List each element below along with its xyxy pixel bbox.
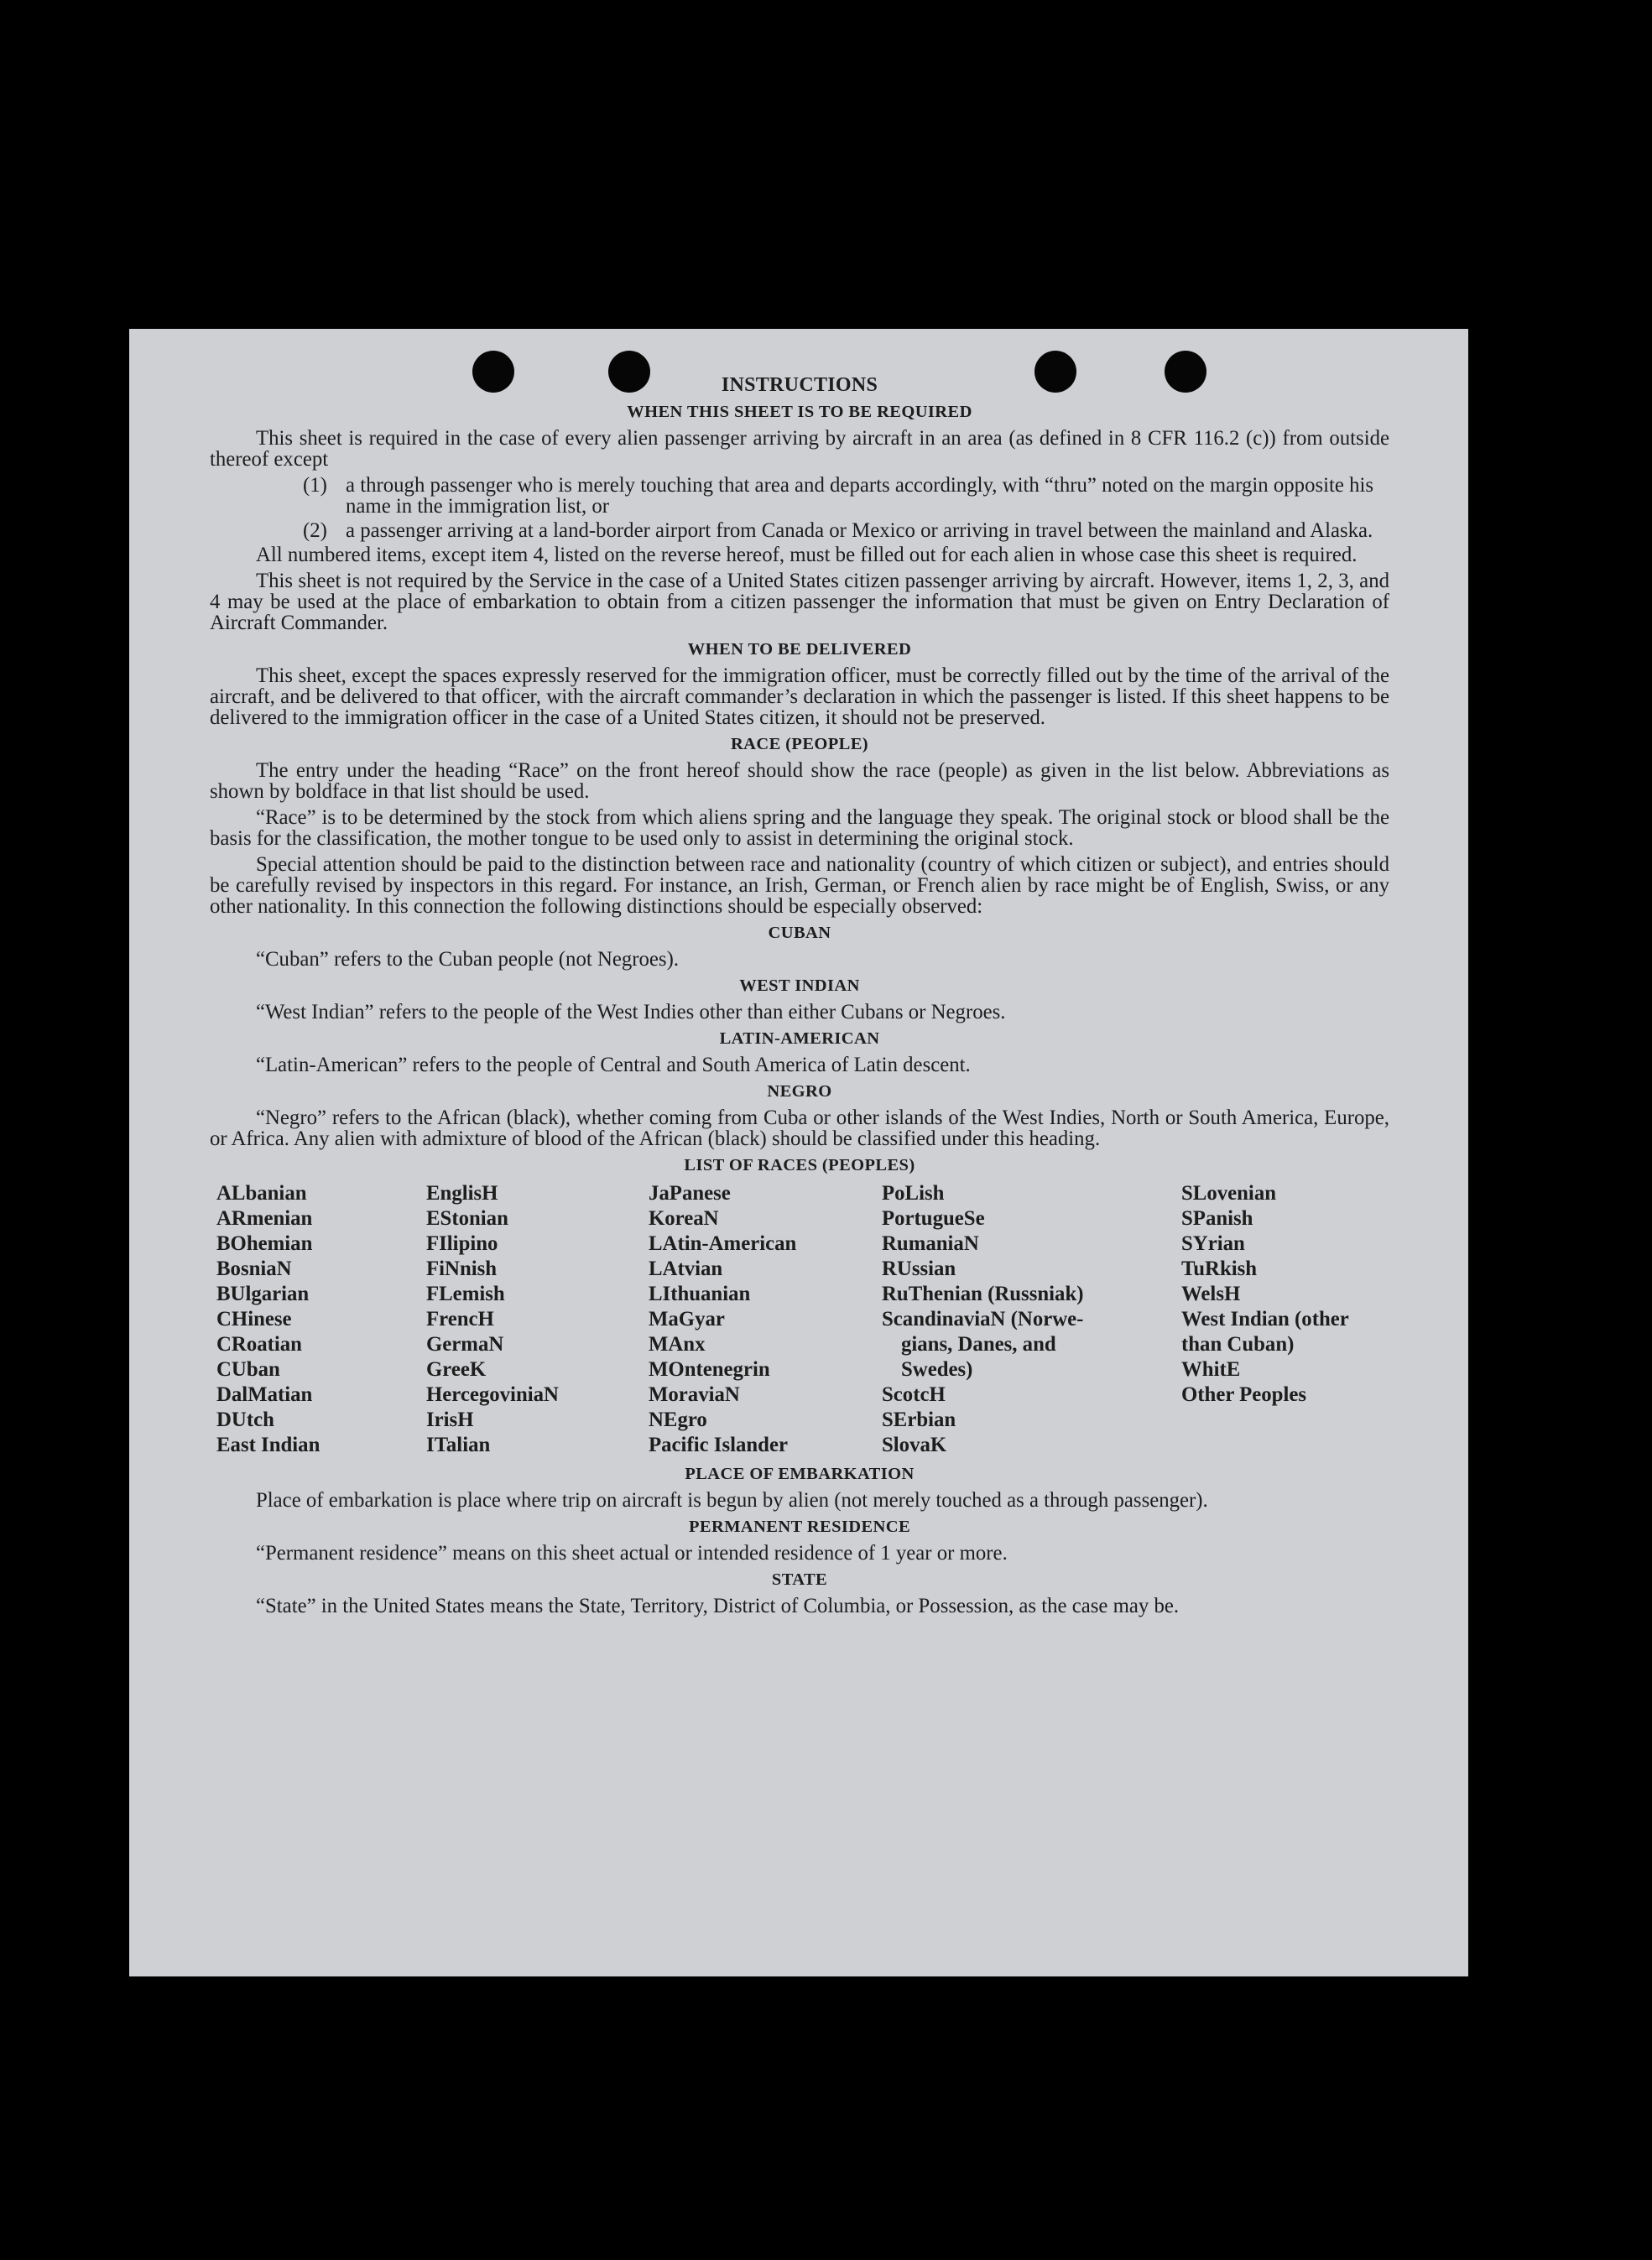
race-entry: FiNnish <box>426 1258 498 1280</box>
instructions-text <box>210 375 1389 1622</box>
race-entry: DUtch <box>216 1409 274 1431</box>
race-entry: PortugueSe <box>882 1207 985 1230</box>
race-entry: HercegoviniaN <box>426 1383 559 1406</box>
race-entry: EnglisH <box>426 1182 498 1205</box>
race-entry: SPanish <box>1181 1207 1253 1230</box>
race-column <box>216 1181 426 1458</box>
paragraph: “Negro” refers to the African (black), whether coming from Cuba or other islands of the West Indies, North or South America, Europe, or Africa. Any alien with admixture of blood of the African (black) should be classified under this heading. <box>210 1107 1389 1150</box>
race-entry: PoLish <box>882 1182 945 1205</box>
race-entry: ScandinaviaN (Norwe- <box>882 1308 1084 1330</box>
paragraph: “Cuban” refers to the Cuban people (not Negroes). <box>256 948 680 971</box>
paragraph: All numbered items, except item 4, listed on the reverse hereof, must be filled out for each alien in whose case this sheet is required. <box>256 544 1358 566</box>
race-entry: KoreaN <box>649 1207 719 1230</box>
race-entry: ALbanian <box>216 1182 307 1205</box>
race-entry: NEgro <box>649 1409 707 1431</box>
race-entry: than Cuban) <box>1181 1333 1295 1356</box>
race-entry: ITalian <box>426 1434 491 1456</box>
race-entry: EStonian <box>426 1207 508 1230</box>
race-entry: Swedes) <box>901 1358 973 1381</box>
section-heading: WHEN TO BE DELIVERED <box>687 640 912 659</box>
race-entry: SErbian <box>882 1409 956 1431</box>
race-column <box>1181 1181 1391 1458</box>
race-entry: CRoatian <box>216 1333 302 1356</box>
race-entry: LAtin-American <box>649 1232 797 1255</box>
document-sheet <box>129 329 1468 1976</box>
section-heading: WEST INDIAN <box>739 976 860 995</box>
item-text: a passenger arriving at a land-border airport from Canada or Mexico or arriving in travel between the mainland and Alaska. <box>346 519 1373 542</box>
race-entry: WelsH <box>1181 1283 1241 1305</box>
race-entry: FLemish <box>426 1283 505 1305</box>
race-entry: BOhemian <box>216 1232 313 1255</box>
race-entry: MOntenegrin <box>649 1358 770 1381</box>
race-column <box>649 1181 882 1458</box>
section-heading: CUBAN <box>768 924 831 942</box>
item-number: (2) <box>303 519 327 542</box>
race-list <box>216 1181 1389 1458</box>
race-entry: CHinese <box>216 1308 292 1330</box>
section-heading: LIST OF RACES (PEOPLES) <box>684 1156 915 1174</box>
paragraph: Special attention should be paid to the distinction between race and nationality (country of which citizen or subject), and entries should be carefully revised by inspectors in this regard. For instance, an Irish, German, or French alien by race might be of English, Swiss, or any other nationality. In this connection the following distinctions should be especially observed: <box>210 853 1389 918</box>
race-entry: BosniaN <box>216 1258 292 1280</box>
race-entry: TuRkish <box>1181 1258 1258 1280</box>
race-entry: SYrian <box>1181 1232 1245 1255</box>
list-item <box>210 475 1389 517</box>
race-entry: Pacific Islander <box>649 1434 788 1456</box>
race-column <box>882 1181 1181 1458</box>
race-entry: FrencH <box>426 1308 494 1330</box>
paragraph: “Race” is to be determined by the stock from which aliens spring and the language they speak. The original stock or blood shall be the basis for the classification, the mother tongue to be used only to assist in determining the original stock. <box>210 806 1389 850</box>
race-entry: IrisH <box>426 1409 474 1431</box>
paragraph: “Latin-American” refers to the people of Central and South America of Latin descent. <box>256 1054 971 1076</box>
page-title: INSTRUCTIONS <box>721 374 878 396</box>
paragraph: This sheet is required in the case of every alien passenger arriving by aircraft in an area (as defined in 8 CFR 116.2 (c)) from outside thereof except <box>210 427 1389 471</box>
item-text: a through passenger who is merely touching that area and departs accordingly, with “thru” noted on the margin opposite his name in the immigration list, or <box>346 474 1374 518</box>
section-heading: NEGRO <box>767 1082 832 1101</box>
race-column <box>426 1181 649 1458</box>
paragraph: This sheet, except the spaces expressly reserved for the immigration officer, must be correctly filled out by the time of the arrival of the aircraft, and be delivered to that officer, with the aircraft commander’s declaration in which the passenger is listed. If this sheet happens to be delivered to the immigration officer in the case of a United States citizen, it should not be preserved. <box>210 664 1389 729</box>
race-entry: BUlgarian <box>216 1283 310 1305</box>
race-entry: MaGyar <box>649 1308 725 1330</box>
item-number: (1) <box>303 474 327 497</box>
section-heading: WHEN THIS SHEET IS TO BE REQUIRED <box>627 403 972 421</box>
race-entry: JaPanese <box>649 1182 731 1205</box>
race-entry: West Indian (other <box>1181 1308 1349 1330</box>
race-entry: WhitE <box>1181 1358 1241 1381</box>
paragraph: “Permanent residence” means on this sheet actual or intended residence of 1 year or more. <box>256 1542 1008 1565</box>
race-entry: LAtvian <box>649 1258 723 1280</box>
race-entry: Other Peoples <box>1181 1383 1306 1406</box>
race-entry: LIthuanian <box>649 1283 751 1305</box>
paragraph: Place of embarkation is place where trip on aircraft is begun by alien (not merely touched as a through passenger). <box>256 1489 1208 1512</box>
race-entry: MoraviaN <box>649 1383 740 1406</box>
paragraph: “West Indian” refers to the people of the West Indies other than either Cubans or Negroes. <box>256 1001 1006 1023</box>
race-entry: CUban <box>216 1358 280 1381</box>
paragraph: The entry under the heading “Race” on the front hereof should show the race (people) as given in the list below. Abbreviations as shown by boldface in that list should be used. <box>210 759 1389 803</box>
race-entry: RUssian <box>882 1258 956 1280</box>
race-entry: SLovenian <box>1181 1182 1277 1205</box>
list-item <box>210 520 1389 541</box>
race-entry: FIlipino <box>426 1232 498 1255</box>
section-heading: STATE <box>771 1570 828 1589</box>
race-entry: East Indian <box>216 1434 320 1456</box>
race-entry: GreeK <box>426 1358 487 1381</box>
race-entry: MAnx <box>649 1333 706 1356</box>
section-heading: PERMANENT RESIDENCE <box>688 1518 911 1536</box>
paragraph: This sheet is not required by the Service in the case of a United States citizen passenger arriving by aircraft. However, items 1, 2, 3, and 4 may be used at the place of embarkation to obtain from a citizen passenger the information that must be given on Entry Declaration of Aircraft Commander. <box>210 570 1389 634</box>
race-entry: gians, Danes, and <box>901 1333 1056 1356</box>
paragraph: “State” in the United States means the State, Territory, District of Columbia, or Possession, as the case may be. <box>256 1595 1180 1617</box>
section-heading: PLACE OF EMBARKATION <box>685 1465 915 1483</box>
race-entry: RumaniaN <box>882 1232 979 1255</box>
race-entry: DalMatian <box>216 1383 313 1406</box>
section-heading: LATIN-AMERICAN <box>719 1029 880 1048</box>
race-entry: GermaN <box>426 1333 504 1356</box>
section-heading: RACE (PEOPLE) <box>730 735 869 753</box>
race-entry: SlovaK <box>882 1434 947 1456</box>
race-entry: ScotcH <box>882 1383 946 1406</box>
race-entry: ARmenian <box>216 1207 313 1230</box>
race-entry: RuThenian (Russniak) <box>882 1283 1084 1305</box>
